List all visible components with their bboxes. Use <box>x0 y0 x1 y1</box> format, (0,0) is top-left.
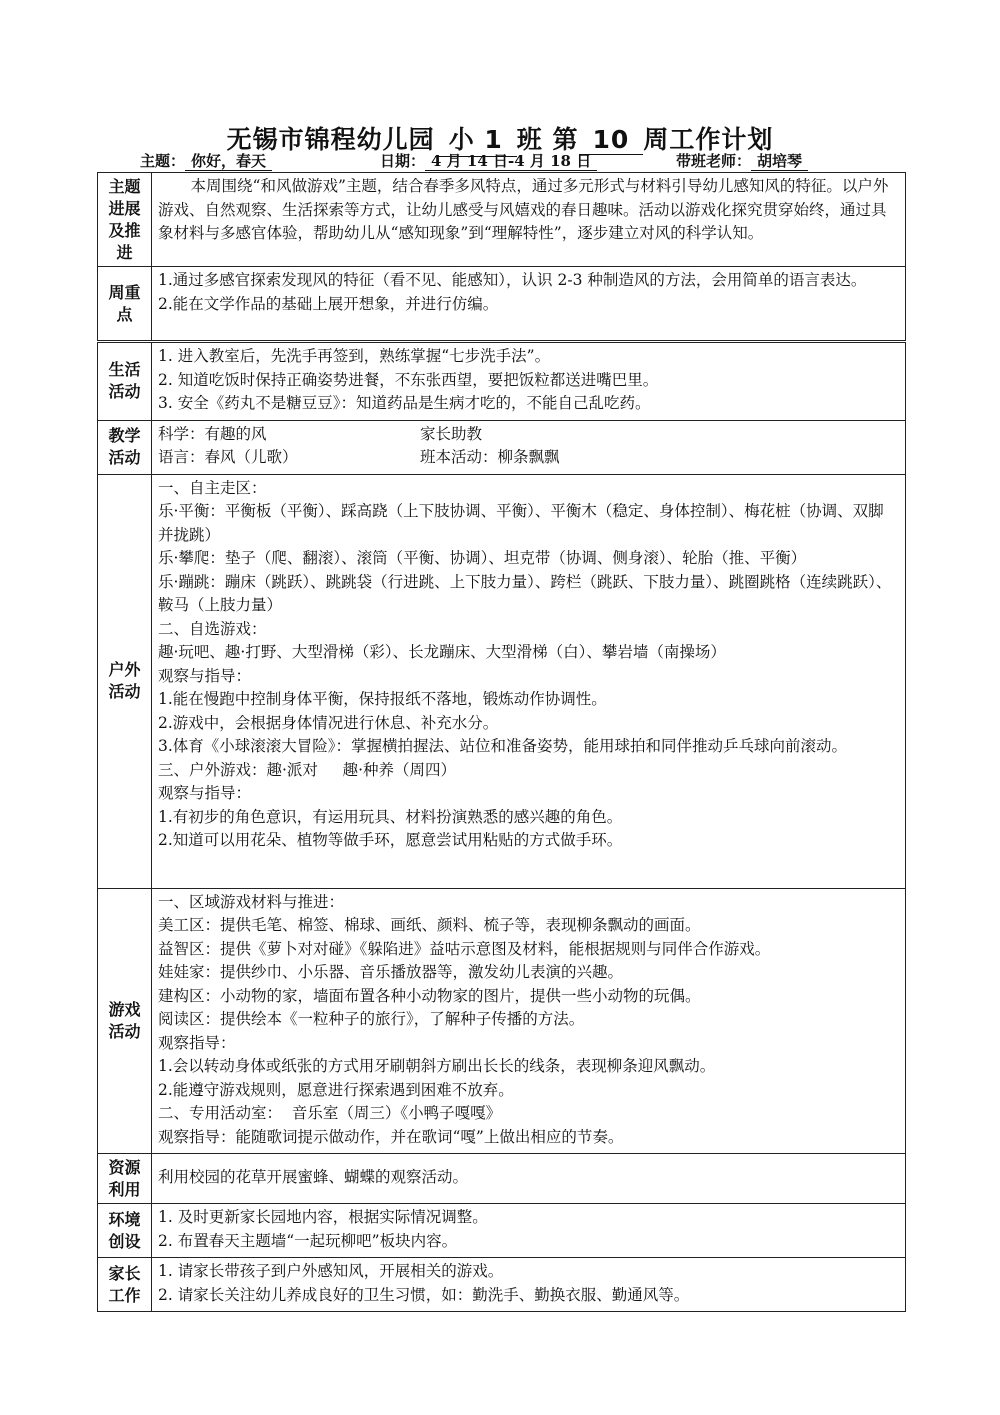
parents-line: 2. 请家长关注幼儿养成良好的卫生习惯，如：勤洗手、勤换衣服、勤通风等。 <box>158 1285 690 1304</box>
outdoor-line: 乐·蹦跳：蹦床（跳跃）、跳跳袋（行进跳、上下肢力量）、跨栏（跳跃、下肢力量）、跳圈跳格（连续跳跃）、鞍马（上肢力量） <box>158 572 892 614</box>
label-focus: 周重点 <box>98 267 152 342</box>
progress-paragraph: 本周围绕“和风做游戏”主题，结合春季多风特点，通过多元形式与材料引导幼儿感知风的特征。以户外游戏、自然观察、生活探索等方式，让幼儿感受与风嬉戏的春日趣味。活动以游戏化探究贯穿始终，通过具象材料与多感官体验，帮助幼儿从“感知现象”到“理解特性”，逐步建立对风的科学认知。 <box>158 177 889 242</box>
game-line: 一、区域游戏材料与推进： <box>158 892 345 911</box>
focus-line: 2.能在文学作品的基础上展开想象，并进行仿编。 <box>158 294 499 313</box>
teacher-label: 带班老师： <box>676 152 752 170</box>
row-outdoor <box>98 474 906 888</box>
focus-line: 1.通过多感官探索发现风的特征（看不见、能感知），认识 2-3 种制造风的方法，会用简单的语言表达。 <box>158 271 867 289</box>
teaching-item: 语言：春风（儿歌） <box>158 448 298 466</box>
outdoor-line: 二、自选游戏： <box>158 619 267 638</box>
game-line: 阅读区：提供绘本《一粒种子的旅行》，了解种子传播的方法。 <box>158 1010 585 1028</box>
outdoor-line: 趣·玩吧、趣·打野、大型滑梯（彩）、长龙蹦床、大型滑梯（白）、攀岩墙（南操场） <box>158 643 726 661</box>
teaching-item: 班本活动：柳条飘飘 <box>420 448 560 466</box>
label-teaching: 教学活动 <box>98 420 152 474</box>
row-resources <box>98 1154 906 1204</box>
teaching-item: 科学：有趣的风 <box>158 424 267 443</box>
game-line: 观察指导：能随歌词提示做动作，并在歌词“嘎”上做出相应的节奏。 <box>158 1127 624 1146</box>
row-environment <box>98 1204 906 1258</box>
life-text <box>152 342 906 421</box>
game-line: 2.能遵守游戏规则，愿意进行探索遇到困难不放弃。 <box>158 1080 514 1099</box>
progress-text <box>152 173 906 267</box>
row-parents <box>98 1258 906 1312</box>
parents-text <box>152 1258 906 1312</box>
theme-field <box>140 150 272 171</box>
life-line: 2. 知道吃饭时保持正确姿势进餐，不东张西望，要把饭粒都送进嘴巴里。 <box>158 370 659 389</box>
teaching-line <box>158 423 899 447</box>
outdoor-line: 3.体育《小球滚滚大冒险》：掌握横拍握法、站位和准备姿势，能用球拍和同伴推动乒乓球向前滚动。 <box>158 737 848 755</box>
outdoor-line: 1.能在慢跑中控制身体平衡，保持报纸不落地，锻炼动作协调性。 <box>158 690 607 708</box>
outdoor-text <box>152 474 906 888</box>
label-resources: 资源利用 <box>98 1154 152 1204</box>
theme-label: 主题： <box>140 152 186 170</box>
row-progress <box>98 173 906 267</box>
focus-text <box>152 267 906 342</box>
title-class: 小 1 <box>435 120 517 157</box>
outdoor-line: 一、自主走区： <box>158 478 267 497</box>
teaching-line <box>158 446 899 470</box>
resources-line: 利用校园的花草开展蜜蜂、蝴蝶的观察活动。 <box>158 1167 469 1186</box>
outdoor-line: 三、户外游戏：趣·派对 趣·种养（周四） <box>158 760 456 779</box>
date-label: 日期： <box>380 152 426 170</box>
label-outdoor: 户外活动 <box>98 474 152 888</box>
date-field <box>380 150 597 171</box>
row-focus <box>98 267 906 342</box>
game-line: 益智区：提供《萝卜对对碰》《躲陷进》益咕示意图及材料，能根据规则与同伴合作游戏。 <box>158 939 771 958</box>
game-text <box>152 888 906 1154</box>
label-environment: 环境创设 <box>98 1204 152 1258</box>
outdoor-line: 观察与指导： <box>158 784 252 802</box>
environment-text <box>152 1204 906 1258</box>
label-game: 游戏活动 <box>98 888 152 1154</box>
theme-value: 你好，春天 <box>185 152 272 171</box>
outdoor-line: 观察与指导： <box>158 666 252 685</box>
teacher-value: 胡培琴 <box>751 152 808 171</box>
game-line: 美工区：提供毛笔、棉签、棉球、画纸、颜料、梳子等，表现柳条飘动的画面。 <box>158 916 701 934</box>
outdoor-line: 乐·平衡：平衡板（平衡）、踩高跷（上下肢协调、平衡）、平衡木（稳定、身体控制）、梅花桩（协调、双脚并拢跳） <box>158 502 884 544</box>
label-progress: 主题进展及推进 <box>98 173 152 267</box>
life-line: 1. 进入教室后，先洗手再签到，熟练掌握“七步洗手法”。 <box>158 347 551 365</box>
game-line: 二、专用活动室： 音乐室（周三）《小鸭子嘎嘎》 <box>158 1104 502 1122</box>
parents-line: 1. 请家长带孩子到户外感知风，开展相关的游戏。 <box>158 1262 504 1280</box>
row-teaching <box>98 420 906 474</box>
environment-line: 2. 布置春天主题墙“一起玩柳吧”板块内容。 <box>158 1231 458 1250</box>
game-line: 建构区：小动物的家，墙面布置各种小动物家的图片，提供一些小动物的玩偶。 <box>158 986 701 1005</box>
date-value: 4 月 14 日-4 月 18 日 <box>425 152 597 171</box>
row-life <box>98 342 906 421</box>
title-suffix: 周工作计划 <box>643 125 774 154</box>
resources-text <box>152 1154 906 1204</box>
game-line: 娃娃家：提供纱巾、小乐器、音乐播放器等，激发幼儿表演的兴趣。 <box>158 963 624 981</box>
environment-line: 1. 及时更新家长园地内容，根据实际情况调整。 <box>158 1208 488 1226</box>
teacher-field <box>676 150 808 171</box>
game-line: 观察指导： <box>158 1033 236 1052</box>
title-prefix: 无锡市锦程幼儿园 <box>226 125 435 154</box>
outdoor-line: 2.知道可以用花朵、植物等做手环，愿意尝试用粘贴的方式做手环。 <box>158 831 623 849</box>
label-parents: 家长工作 <box>98 1258 152 1312</box>
title-week: 10 <box>579 125 644 155</box>
life-line: 3. 安全《药丸不是糖豆豆》：知道药品是生病才吃的，不能自己乱吃药。 <box>158 394 651 412</box>
teaching-item: 家长助教 <box>420 424 483 443</box>
game-line: 1.会以转动身体或纸张的方式用牙刷朝斜方刷出长长的线条，表现柳条迎风飘动。 <box>158 1057 716 1075</box>
title-mid: 班 第 <box>516 125 579 154</box>
row-game <box>98 888 906 1154</box>
outdoor-line: 2.游戏中，会根据身体情况进行休息、补充水分。 <box>158 713 499 732</box>
teaching-text <box>152 420 906 474</box>
plan-table <box>97 172 906 1312</box>
label-life: 生活活动 <box>98 342 152 421</box>
outdoor-line: 乐·攀爬：垫子（爬、翻滚）、滚筒（平衡、协调）、坦克带（协调、侧身滚）、轮胎（推、平衡） <box>158 549 807 567</box>
outdoor-line: 1.有初步的角色意识，有运用玩具、材料扮演熟悉的感兴趣的角色。 <box>158 807 623 826</box>
